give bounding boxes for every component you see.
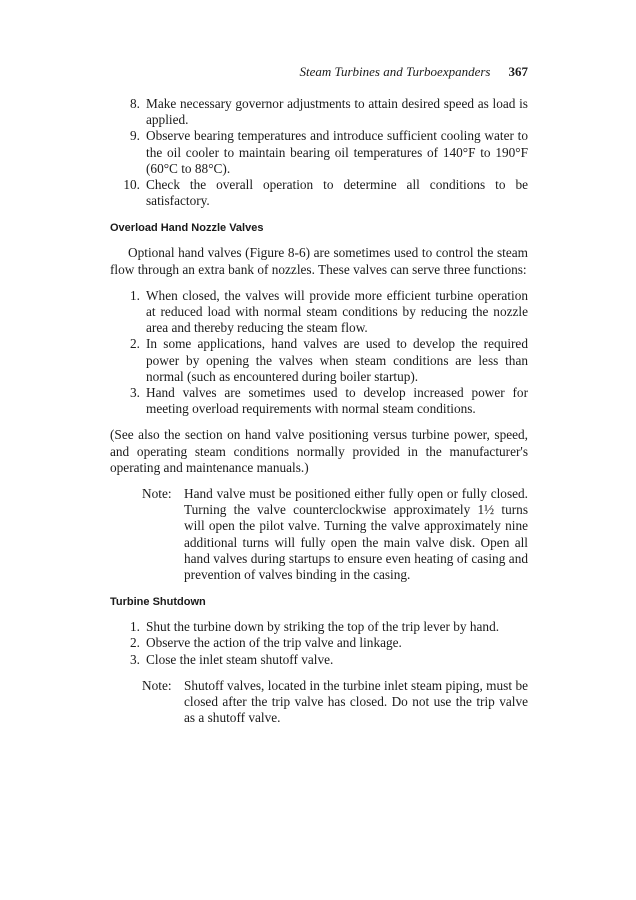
list-item — [110, 619, 528, 635]
shutoff-valve-note — [142, 678, 528, 727]
note-text: Shutoff valves, located in the turbine inlet steam piping, must be closed after the trip valve has closed. Do not use the trip valve as a shutoff valve. — [184, 677, 528, 726]
list-item — [110, 652, 528, 668]
section-heading-turbine-shutdown: Turbine Shutdown — [110, 596, 206, 609]
list-item-text: Observe the action of the trip valve and linkage. — [146, 635, 402, 651]
section-intro-paragraph: Optional hand valves (Figure 8-6) are sometimes used to control the steam flow through an extra bank of nozzles. These valves can serve three functions: — [110, 245, 528, 277]
list-item-text: In some applications, hand valves are used to develop the required power by opening the valves when steam conditions are less than normal (such as encountered during boiler startup). — [146, 336, 528, 384]
page-content — [110, 96, 528, 727]
list-item — [110, 177, 528, 209]
list-item-number: 2. — [130, 336, 140, 352]
list-item-text: Make necessary governor adjustments to attain desired speed as load is applied. — [146, 96, 528, 128]
list-item-text: Hand valves are sometimes used to develop increased power for meeting overload requirements with normal steam conditions. — [146, 385, 528, 417]
list-item-text: Check the overall operation to determine all conditions to be satisfactory. — [146, 177, 528, 209]
shutdown-steps-list — [110, 619, 528, 668]
list-item-number: 3. — [130, 385, 140, 401]
list-item — [110, 96, 528, 128]
note-label: Note: — [142, 677, 172, 693]
list-item-number: 10. — [123, 177, 140, 193]
list-item — [110, 635, 528, 651]
note-text: Hand valve must be positioned either fully open or fully closed. Turning the valve counterclockwise approximately 1½ turns will open the pilot valve. Turning the valve approximately nine additional turns will fully open the main valve disk. Open all hand valves during startups to ensure even heating of casing and prevention of valves binding in the casing. — [184, 486, 528, 583]
hand-valve-functions-list — [110, 288, 528, 418]
list-item-number: 2. — [130, 635, 140, 651]
list-item — [110, 385, 528, 417]
see-also-paragraph: (See also the section on hand valve positioning versus turbine power, speed, and operating steam conditions normally provided in the manufacturer's operating and maintenance manuals.) — [110, 427, 528, 475]
list-item-number: 8. — [130, 96, 140, 111]
list-item-text: Observe bearing temperatures and introduce sufficient cooling water to the oil cooler to maintain bearing oil temperatures of 140°F to 190°F (60°C to 88°C). — [146, 128, 528, 176]
list-item-number: 3. — [130, 651, 140, 667]
list-item-text: Close the inlet steam shutoff valve. — [146, 651, 334, 667]
list-item-number: 1. — [130, 287, 140, 303]
list-item — [110, 336, 528, 385]
section-heading-overload-hand-nozzle-valves: Overload Hand Nozzle Valves — [110, 222, 264, 235]
list-item-number: 1. — [130, 619, 140, 635]
list-item — [110, 288, 528, 337]
startup-steps-list — [110, 96, 528, 209]
running-head — [110, 64, 528, 80]
list-item-text: Shut the turbine down by striking the top of the trip lever by hand. — [146, 619, 500, 635]
list-item-number: 9. — [130, 128, 140, 144]
hand-valve-note — [142, 486, 528, 583]
running-head-title: Steam Turbines and Turboexpanders — [299, 64, 491, 79]
page-number: 367 — [508, 64, 528, 79]
list-item-text: When closed, the valves will provide more efficient turbine operation at reduced load with normal steam conditions by reducing the nozzle area and thereby reducing the steam flow. — [146, 287, 528, 336]
note-label: Note: — [142, 486, 172, 502]
list-item — [110, 128, 528, 177]
